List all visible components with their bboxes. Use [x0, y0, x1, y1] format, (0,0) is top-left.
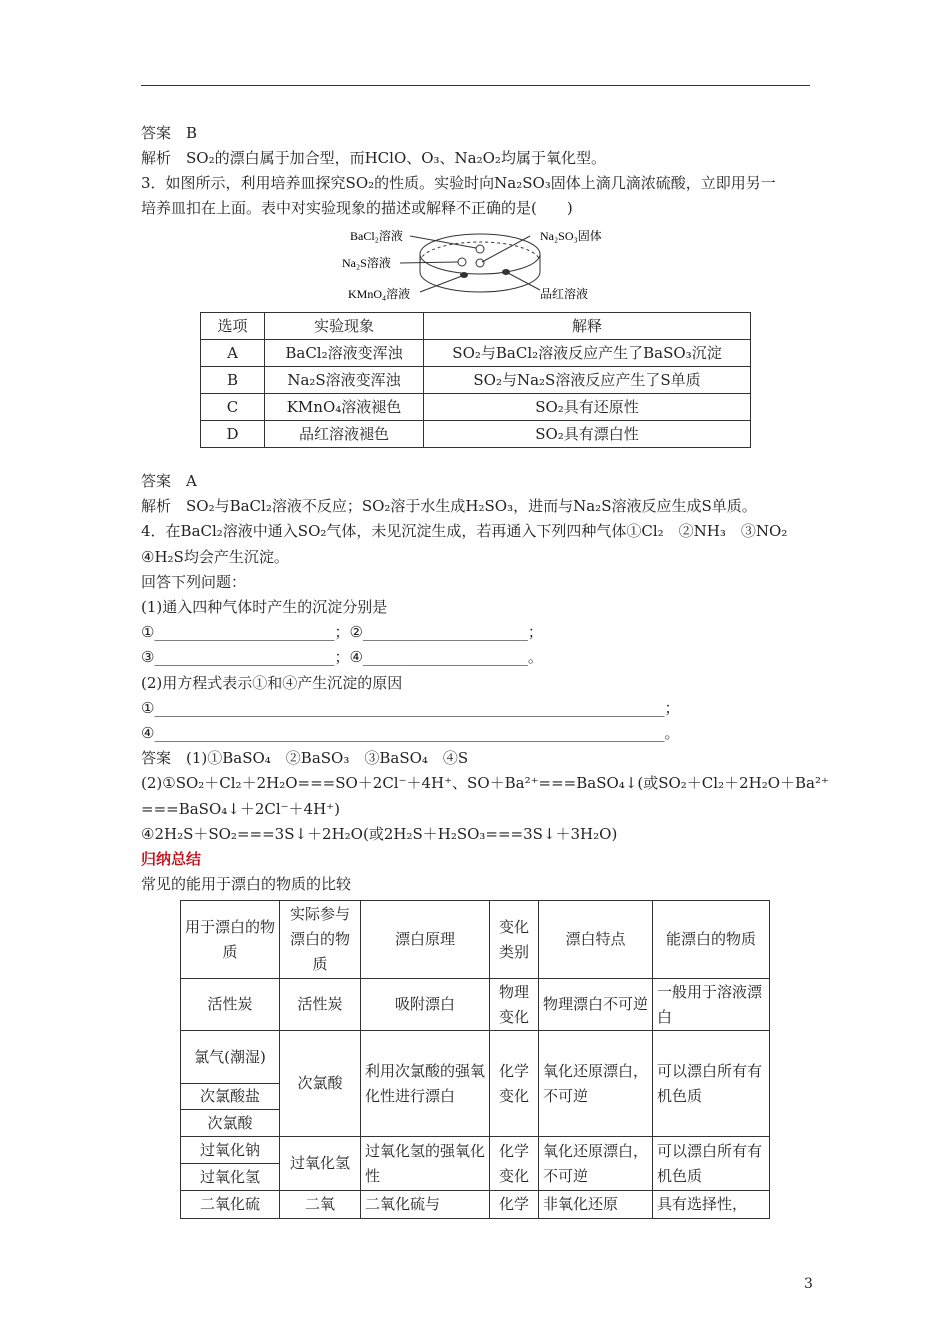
text-line: ①________________________；②______________________；: [141, 623, 543, 642]
cell: 二氧化硫: [181, 1191, 280, 1219]
text-line: ④2H₂S＋SO₂===3S↓＋2H₂O(或2H₂S＋H₂SO₃===3S↓＋3H₂O): [141, 824, 618, 843]
cell: C: [201, 394, 265, 421]
table-row: [201, 340, 751, 367]
table-row: [201, 367, 751, 394]
summary-caption: 常见的能用于漂白的物质的比较: [141, 875, 352, 893]
page-number: 3: [804, 1276, 813, 1292]
table-header-row: [181, 901, 770, 979]
cell: 次氯酸: [280, 1031, 361, 1137]
cell: BaCl₂溶液变浑浊: [265, 340, 424, 367]
text-line: ④H₂S均会产生沉淀。: [141, 547, 289, 566]
cell: 次氯酸: [181, 1110, 280, 1137]
cell: 化学变化: [490, 1137, 539, 1191]
petri-dish-diagram: [330, 222, 630, 304]
cell: B: [201, 367, 265, 394]
cell: 化学变化: [490, 1031, 539, 1137]
cell: D: [201, 421, 265, 448]
header-cell: 选项: [201, 313, 265, 340]
question-3-line-2: 培养皿扣在上面。表中对实验现象的描述或解释不正确的是( ): [141, 199, 573, 217]
cell: 过氧化氢: [280, 1137, 361, 1191]
cell: 次氯酸盐: [181, 1084, 280, 1110]
text-line: ③________________________；④______________________。: [141, 648, 543, 667]
cell: 化学: [490, 1191, 539, 1219]
table-row: [201, 421, 751, 448]
label-kmno4: KMnO₄溶液: [348, 287, 411, 301]
cell: KMnO₄溶液褪色: [265, 394, 424, 421]
cell: 过氧化氢: [181, 1164, 280, 1191]
text-line: 4．在BaCl₂溶液中通入SO₂气体，未见沉淀生成，若再通入下列四种气体①Cl₂ ②NH₃ ③NO₂: [141, 522, 788, 541]
cell: 吸附漂白: [361, 979, 490, 1031]
header-cell: 实际参与漂白的物质: [280, 901, 361, 979]
cell: 非氧化还原: [539, 1191, 653, 1219]
cell: SO₂与Na₂S溶液反应产生了S单质: [424, 367, 751, 394]
text-line: (2)用方程式表示①和④产生沉淀的原因: [141, 673, 403, 692]
cell: 氧化还原漂白，不可逆: [539, 1031, 653, 1137]
table-row: [201, 394, 751, 421]
cell: Na₂S溶液变浑浊: [265, 367, 424, 394]
header-cell: 能漂白的物质: [653, 901, 770, 979]
cell: 活性炭: [280, 979, 361, 1031]
text-line: ①____________________________________________________________________；: [141, 698, 680, 717]
answer-line: 答案 B: [141, 124, 198, 142]
label-pinhong: 品红溶液: [540, 287, 589, 301]
experiment-table: [200, 312, 751, 448]
analysis-line: 解析 SO₂的漂白属于加合型，而HClO、O₃、Na₂O₂均属于氧化型。: [141, 149, 606, 167]
cell: 二氧化硫与: [361, 1191, 490, 1219]
cell: 物理变化: [490, 979, 539, 1031]
header-cell: 漂白特点: [539, 901, 653, 979]
cell: 具有选择性，: [653, 1191, 770, 1219]
label-na2so3: Na₂SO₃固体: [540, 229, 602, 243]
label-bacl2: BaCl₂溶液: [350, 229, 403, 243]
cell: 二氧: [280, 1191, 361, 1219]
cell: 物理漂白不可逆: [539, 979, 653, 1031]
text-line: ===BaSO₄↓＋2Cl⁻＋4H⁺): [141, 799, 340, 818]
table-row: [181, 1137, 770, 1164]
header-cell: 解释: [424, 313, 751, 340]
header-cell: 用于漂白的物质: [181, 901, 280, 979]
cell: 利用次氯酸的强氧化性进行漂白: [361, 1031, 490, 1137]
text-line: 答案 (1)①BaSO₄ ②BaSO₃ ③BaSO₄ ④S: [141, 749, 469, 768]
cell: 过氧化氢的强氧化性: [361, 1137, 490, 1191]
header-cell: 实验现象: [265, 313, 424, 340]
bleach-comparison-table: [180, 900, 770, 1219]
cell: A: [201, 340, 265, 367]
summary-title: 归纳总结: [141, 850, 202, 868]
text-line: 解析 SO₂与BaCl₂溶液不反应；SO₂溶于水生成H₂SO₃，进而与Na₂S溶液反应生成S单质。: [141, 497, 757, 516]
cell: 可以漂白所有有机色质: [653, 1137, 770, 1191]
cell: SO₂与BaCl₂溶液反应产生了BaSO₃沉淀: [424, 340, 751, 367]
text-line: ④____________________________________________________________________。: [141, 724, 680, 742]
header-cell: 变化类别: [490, 901, 539, 979]
cell: 可以漂白所有有机色质: [653, 1031, 770, 1137]
text-line: (1)通入四种气体时产生的沉淀分别是: [141, 598, 388, 616]
header-rule: [141, 85, 810, 86]
cell: 活性炭: [181, 979, 280, 1031]
cell: SO₂具有还原性: [424, 394, 751, 421]
table-header-row: [201, 313, 751, 340]
header-cell: 漂白原理: [361, 901, 490, 979]
cell: 过氧化钠: [181, 1137, 280, 1164]
question-3-line-1: 3．如图所示，利用培养皿探究SO₂的性质。实验时向Na₂SO₃固体上滴几滴浓硫酸，立即用另一: [141, 174, 776, 192]
cell: SO₂具有漂白性: [424, 421, 751, 448]
label-na2s: Na₂S溶液: [342, 256, 391, 270]
cell: 一般用于溶液漂白: [653, 979, 770, 1031]
text-line: 答案 A: [141, 472, 197, 490]
text-line: (2)①SO₂＋Cl₂＋2H₂O===SO＋2Cl⁻＋4H⁺、SO＋Ba²⁺===BaSO₄↓(或SO₂＋Cl₂＋2H₂O＋Ba²⁺: [141, 774, 829, 793]
cell: 氧化还原漂白，不可逆: [539, 1137, 653, 1191]
table-row: [181, 1031, 770, 1084]
cell: 品红溶液褪色: [265, 421, 424, 448]
table-row: [181, 979, 770, 1031]
table-row: [181, 1191, 770, 1219]
text-line: 回答下列问题：: [141, 572, 247, 591]
cell: 氯气(潮湿): [181, 1031, 280, 1084]
